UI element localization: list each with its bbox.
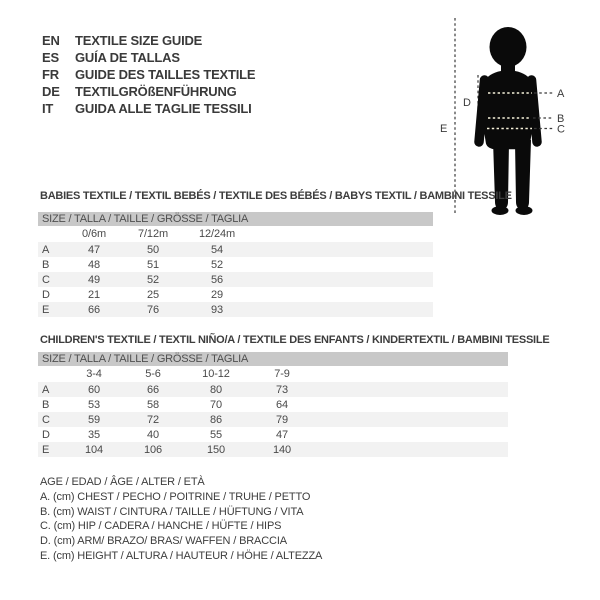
- lang-row-en: [42, 32, 255, 49]
- value-cell: 52: [146, 273, 160, 286]
- value-cell: 106: [143, 443, 163, 456]
- lang-title: TEXTILGRÖßENFÜHRUNG: [75, 84, 237, 99]
- babies-size-table: [38, 212, 433, 317]
- lang-row-fr: [42, 66, 255, 83]
- children-column-header-row: [38, 366, 508, 382]
- value-cell: 25: [146, 288, 160, 301]
- children-size-table: [38, 352, 508, 457]
- row-label: E: [42, 303, 50, 316]
- figure-label-d: D: [463, 97, 471, 109]
- value-cell: 35: [87, 428, 101, 441]
- value-cell: 64: [275, 398, 289, 411]
- table-row: [38, 287, 433, 302]
- lang-title: GUIDE DES TAILLES TEXTILE: [75, 67, 256, 82]
- lang-title: GUÍA DE TALLAS: [75, 50, 180, 65]
- row-label: B: [42, 398, 50, 411]
- value-cell: 72: [146, 413, 160, 426]
- value-cell: 66: [146, 383, 160, 396]
- legend-arm-line: D. (cm) ARM/ BRAZO/ BRAS/ WAFFEN / BRACCIA: [40, 535, 287, 548]
- children-age-column-header: 3-4: [86, 368, 102, 380]
- lang-code: EN: [42, 33, 60, 48]
- table-row: [38, 397, 508, 412]
- value-cell: 73: [275, 383, 289, 396]
- value-cell: 80: [209, 383, 223, 396]
- value-cell: 50: [146, 243, 160, 256]
- value-cell: 54: [210, 243, 224, 256]
- figure-label-c: C: [557, 123, 565, 136]
- table-row: [38, 302, 433, 317]
- table-row: [38, 427, 508, 442]
- lang-row-de: [42, 83, 255, 100]
- legend-chest-line: A. (cm) CHEST / PECHO / POITRINE / TRUHE / PETTO: [40, 490, 311, 503]
- table-row: [38, 257, 433, 272]
- babies-section-title: BABIES TEXTILE / TEXTIL BEBÉS / TEXTILE DES BÉBÉS / BABYS TEXTIL / BAMBINI TESSILE: [40, 190, 512, 202]
- babies-column-header-row: [38, 226, 433, 242]
- children-age-column-header: 5-6: [145, 368, 161, 380]
- children-age-column-header: 7-9: [274, 368, 290, 380]
- value-cell: 55: [209, 428, 223, 441]
- babies-age-column-header: 0/6m: [81, 228, 107, 240]
- value-cell: 60: [87, 383, 101, 396]
- value-cell: 59: [87, 413, 101, 426]
- lang-title: GUIDA ALLE TAGLIE TESSILI: [75, 101, 252, 116]
- value-cell: 70: [209, 398, 223, 411]
- value-cell: 150: [206, 443, 226, 456]
- value-cell: 29: [210, 288, 224, 301]
- table-row: [38, 412, 508, 427]
- lang-row-it: [42, 100, 255, 117]
- value-cell: 40: [146, 428, 160, 441]
- lang-code: ES: [42, 50, 59, 65]
- lang-code: IT: [42, 101, 54, 116]
- lang-row-es: [42, 49, 255, 66]
- language-title-list: [42, 32, 255, 117]
- value-cell: 56: [210, 273, 224, 286]
- value-cell: 86: [209, 413, 223, 426]
- row-label: B: [42, 258, 50, 271]
- value-cell: 93: [210, 303, 224, 316]
- value-cell: 79: [275, 413, 289, 426]
- row-label: D: [42, 428, 50, 441]
- value-cell: 21: [87, 288, 101, 301]
- row-label: C: [42, 273, 50, 286]
- value-cell: 47: [87, 243, 101, 256]
- children-size-header-bar: SIZE / TALLA / TAILLE / GRÖSSE / TAGLIA: [38, 352, 508, 366]
- value-cell: 49: [87, 273, 101, 286]
- value-cell: 51: [146, 258, 160, 271]
- row-label: D: [42, 288, 50, 301]
- legend-height-line: E. (cm) HEIGHT / ALTURA / HAUTEUR / HÖHE / ALTEZZA: [40, 549, 323, 562]
- measurement-legend: [40, 475, 322, 564]
- lang-code: FR: [42, 67, 59, 82]
- lang-code: DE: [42, 84, 60, 99]
- legend-age-line: AGE / EDAD / ÂGE / ALTER / ETÀ: [40, 476, 205, 488]
- silhouette-body: [479, 27, 537, 215]
- table-row: [38, 272, 433, 287]
- row-label: A: [42, 243, 50, 256]
- value-cell: 48: [87, 258, 101, 271]
- legend-waist-line: B. (cm) WAIST / CINTURA / TAILLE / HÜFTUNG / VITA: [40, 505, 304, 518]
- babies-size-header-bar: SIZE / TALLA / TAILLE / GRÖSSE / TAGLIA: [38, 212, 433, 226]
- value-cell: 47: [275, 428, 289, 441]
- table-row: [38, 442, 508, 457]
- babies-age-column-header: 7/12m: [137, 228, 169, 240]
- lang-title: TEXTILE SIZE GUIDE: [75, 33, 203, 48]
- figure-label-a: A: [557, 88, 565, 100]
- row-label: A: [42, 383, 50, 396]
- value-cell: 76: [146, 303, 160, 316]
- value-cell: 104: [84, 443, 104, 456]
- children-section-title: CHILDREN'S TEXTILE / TEXTIL NIÑO/A / TEXTILE DES ENFANTS / KINDERTEXTIL / BAMBINI TESSILE: [40, 334, 550, 346]
- value-cell: 140: [272, 443, 292, 456]
- children-table-body: [38, 366, 508, 457]
- legend-hip-line: C. (cm) HIP / CADERA / HANCHE / HÜFTE / HIPS: [40, 520, 282, 533]
- figure-label-e: E: [440, 123, 448, 135]
- babies-age-column-header: 12/24m: [198, 228, 236, 240]
- value-cell: 58: [146, 398, 160, 411]
- table-row: [38, 242, 433, 257]
- value-cell: 53: [87, 398, 101, 411]
- figure-label-b: B: [557, 113, 565, 125]
- table-row: [38, 382, 508, 397]
- children-age-column-header: 10-12: [202, 368, 230, 380]
- value-cell: 66: [87, 303, 101, 316]
- row-label: E: [42, 443, 50, 456]
- row-label: C: [42, 413, 50, 426]
- value-cell: 52: [210, 258, 224, 271]
- babies-table-body: [38, 226, 433, 317]
